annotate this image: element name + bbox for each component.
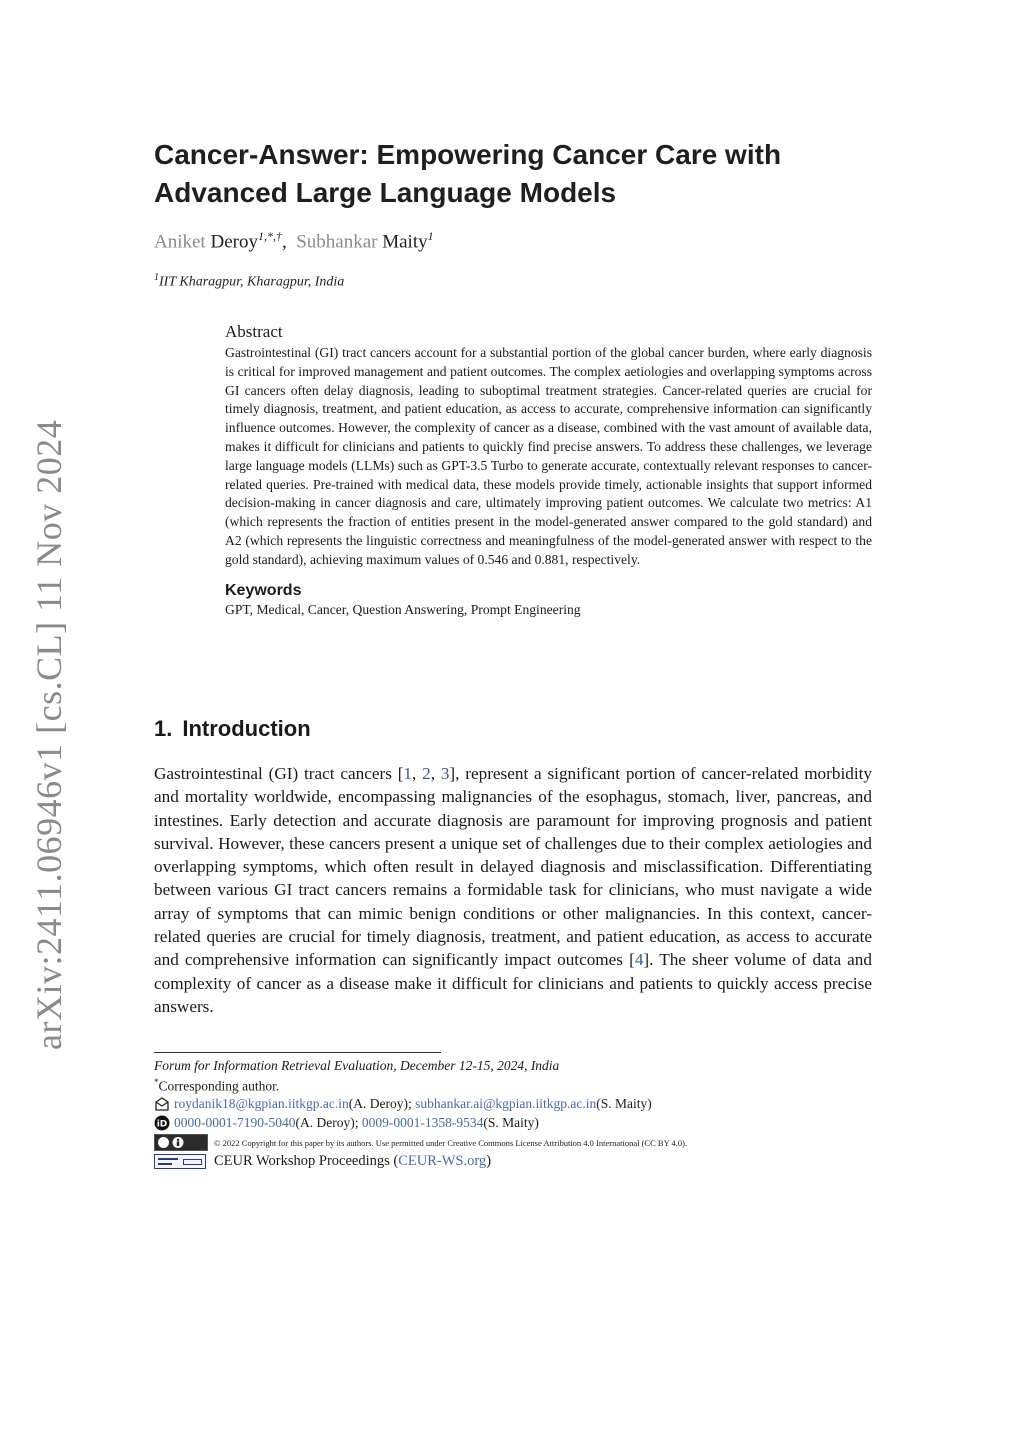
citation-link[interactable]: 1 (403, 764, 413, 783)
citation-link[interactable]: 3 (440, 764, 450, 783)
corresponding-mark: * (154, 1077, 159, 1087)
email-owner: (A. Deroy); (348, 1096, 412, 1111)
footnote-venue: Forum for Information Retrieval Evaluation, December 12-15, 2024, India (154, 1058, 560, 1073)
author-family-name: Maity (382, 231, 428, 253)
orcid-icon (154, 1115, 170, 1131)
intro-text: ], represent a significant portion of cancer-related morbidity and mortality worldwide, encompassing malignancies of the esophagus, stomach, liver, pancreas, and intestines. Early detection and accurate diagnosis are paramount for improving prognosis and patient survival. However, these cancers present a unique set of challenges due to their complex aetiologies and overlapping symptoms, which often result in delayed diagnosis and misclassification. Differentiating between various GI tract cancers remains a formidable task for clinicians, who must navigate a wide array of symptoms that can mimic benign conditions or other malignancies. In this context, cancer-related queries are crucial for timely diagnosis, treatment, and patient education, as access to accurate and comprehensive information can significantly impact outcomes [ (154, 764, 872, 970)
section-title: Introduction (182, 716, 311, 741)
intro-text: , (430, 764, 441, 783)
orcid-link[interactable]: 0009-0001-1358-9534 (361, 1115, 484, 1130)
author-list (154, 229, 434, 253)
keywords-text: GPT, Medical, Cancer, Question Answering, Prompt Engineering (225, 601, 581, 617)
svg-text:iD: iD (156, 1119, 168, 1130)
author-family-name: Deroy (210, 231, 258, 253)
author-given-name: Aniket (154, 231, 206, 253)
license-text: © 2022 Copyright for this paper by its authors. Use permitted under Creative Commons License Attribution 4.0 International (CC BY 4.0). (214, 1137, 688, 1148)
orcid-owner: (S. Maity) (483, 1115, 539, 1130)
affiliation-mark: 1 (154, 272, 159, 283)
corresponding-text: Corresponding author. (158, 1078, 280, 1094)
arxiv-identifier: arXiv:2411.06946v1 [cs.CL] 11 Nov 2024 (29, 419, 69, 1050)
ceur-logo-icon (154, 1154, 206, 1169)
license-line (154, 1134, 687, 1151)
ceur-text: CEUR Workshop Proceedings ( (214, 1153, 399, 1169)
ceur-text-end: ) (486, 1153, 492, 1169)
abstract-block (225, 322, 872, 618)
cc-by-badge-icon (154, 1134, 208, 1151)
section-heading (154, 716, 311, 742)
intro-text: , (412, 764, 423, 783)
intro-text: ]. The sheer volume of data and complexity of cancer as a disease make it difficult for clinicians and patients to quickly access precise answers. (154, 950, 872, 1016)
orcid-owner: (A. Deroy); (295, 1115, 359, 1130)
citation-link[interactable]: 2 (422, 764, 431, 783)
intro-text: Gastrointestinal (GI) tract cancers [ (154, 764, 404, 783)
footnote-divider (154, 1052, 441, 1053)
footnote-orcids (154, 1115, 539, 1131)
introduction-paragraph (154, 762, 872, 1018)
author-affiliation-mark: 1 (427, 229, 434, 243)
email-link[interactable]: roydanik18@kgpian.iitkgp.ac.in (174, 1096, 349, 1111)
citation-link[interactable]: 4 (634, 950, 644, 970)
author-separator: , (281, 231, 287, 253)
author-affiliation-mark: 1,*,† (257, 229, 282, 243)
section-number: 1. (154, 716, 173, 741)
footnote-emails (154, 1096, 652, 1112)
author-given-name: Subhankar (296, 231, 378, 253)
paper-title: Cancer-Answer: Empowering Cancer Care with Advanced Large Language Models (154, 139, 782, 208)
email-link[interactable]: subhankar.ai@kgpian.iitkgp.ac.in (415, 1096, 597, 1111)
affiliation (154, 272, 344, 291)
abstract-text: Gastrointestinal (GI) tract cancers account for a substantial portion of the global cancer burden, where early diagnosis is critical for improved management and patient outcomes. The complex aetiologies and overlapping symptoms across GI cancers often delay diagnosis, leading to suboptimal treatment strategies. Cancer-related queries are crucial for timely diagnosis, treatment, and patient education, as access to accurate, comprehensive information can significantly influence outcomes. However, the complexity of cancer as a disease, combined with the vast amount of available data, makes it difficult for clinicians and patients to quickly find precise answers. To address these challenges, we leverage large language models (LLMs) such as GPT-3.5 Turbo to generate accurate, contextually relevant responses to cancer-related queries. Pre-trained with medical data, these models provide timely, actionable insights that support informed decision-making in cancer diagnosis and care, ultimately improving patient outcomes. We calculate two metrics: A1 (which represents the fraction of entities present in the model-generated answer compared to the gold standard) and A2 (which represents the linguistic correctness and meaningfulness of the model-generated answer with respect to the gold standard), achieving maximum values of 0.546 and 0.881, respectively. (225, 345, 872, 567)
envelope-icon (154, 1096, 170, 1112)
abstract-heading: Abstract (225, 322, 283, 341)
affiliation-text: IIT Kharagpur, Kharagpur, India (159, 274, 345, 290)
ceur-line (154, 1153, 491, 1170)
keywords-heading: Keywords (225, 581, 302, 599)
email-owner: (S. Maity) (596, 1096, 652, 1111)
footnote-corresponding (154, 1077, 279, 1095)
orcid-link[interactable]: 0000-0001-7190-5040 (174, 1115, 296, 1130)
ceur-link[interactable]: CEUR-WS.org (398, 1153, 487, 1169)
